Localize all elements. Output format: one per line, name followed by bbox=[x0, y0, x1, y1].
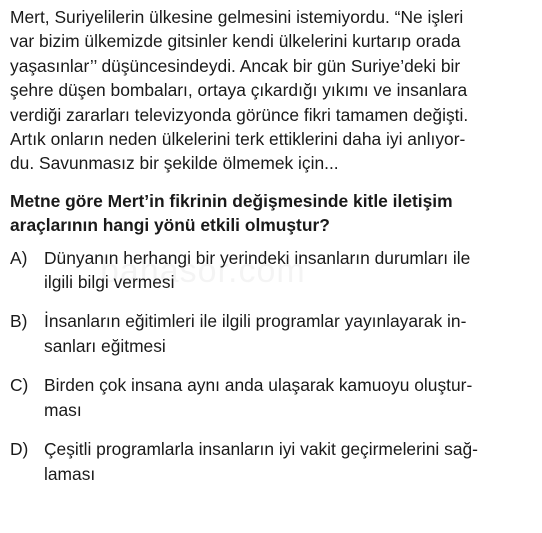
option-line: sanları eğitmesi bbox=[44, 335, 166, 356]
option-line: İnsanların eğitimleri ile ilgili programlar yayınlayarak in- bbox=[44, 311, 467, 332]
option-text bbox=[44, 246, 470, 295]
option-a[interactable] bbox=[10, 246, 532, 295]
option-letter: B) bbox=[10, 311, 28, 332]
option-letter: C) bbox=[10, 375, 29, 396]
option-letter: A) bbox=[10, 247, 28, 268]
passage-line: şehre düşen bombaları, ortaya çıkardığı yıkımı ve insanlara bbox=[10, 80, 468, 101]
option-letter: D) bbox=[10, 439, 29, 460]
passage-line: var bizim ülkemizde gitsinler kendi ülkelerini kurtarıp orada bbox=[10, 31, 461, 52]
passage-text bbox=[10, 5, 532, 176]
option-text bbox=[44, 437, 478, 486]
passage-line: Mert, Suriyelilerin ülkesine gelmesini istemiyordu. “Ne işleri bbox=[10, 7, 464, 27]
question-stem bbox=[10, 189, 532, 238]
option-line: Birden çok insana aynı anda ulaşarak kamuoyu oluştur- bbox=[44, 375, 473, 396]
option-line: Dünyanın herhangi bir yerindeki insanların durumları ile bbox=[44, 247, 471, 268]
option-line: Çeşitli programlarla insanların iyi vakit geçirmelerini sağ- bbox=[44, 439, 478, 460]
passage-line: du. Savunmasız bir şekilde ölmemek için... bbox=[10, 153, 339, 174]
answer-options bbox=[10, 246, 532, 486]
passage-line: Artık onların neden ülkelerini terk ettiklerini daha iyi anlıyor- bbox=[10, 129, 466, 150]
passage-line: yaşasınlar’’ düşüncesindeydi. Ancak bir gün Suriye’deki bir bbox=[10, 55, 461, 76]
option-b[interactable] bbox=[10, 309, 532, 358]
option-line: laması bbox=[44, 463, 96, 484]
question-line: Metne göre Mert’in fikrinin değişmesinde kitle iletişim bbox=[10, 190, 453, 211]
option-line: ması bbox=[44, 399, 82, 420]
passage-line: verdiği zararları televizyonda görünce fikri tamamen değişti. bbox=[10, 104, 469, 125]
option-d[interactable] bbox=[10, 437, 532, 486]
option-text bbox=[44, 309, 466, 358]
option-line: ilgili bilgi vermesi bbox=[44, 272, 175, 293]
question-line: araçlarının hangi yönü etkili olmuştur? bbox=[10, 215, 330, 236]
option-text bbox=[44, 373, 472, 422]
option-c[interactable] bbox=[10, 373, 532, 422]
